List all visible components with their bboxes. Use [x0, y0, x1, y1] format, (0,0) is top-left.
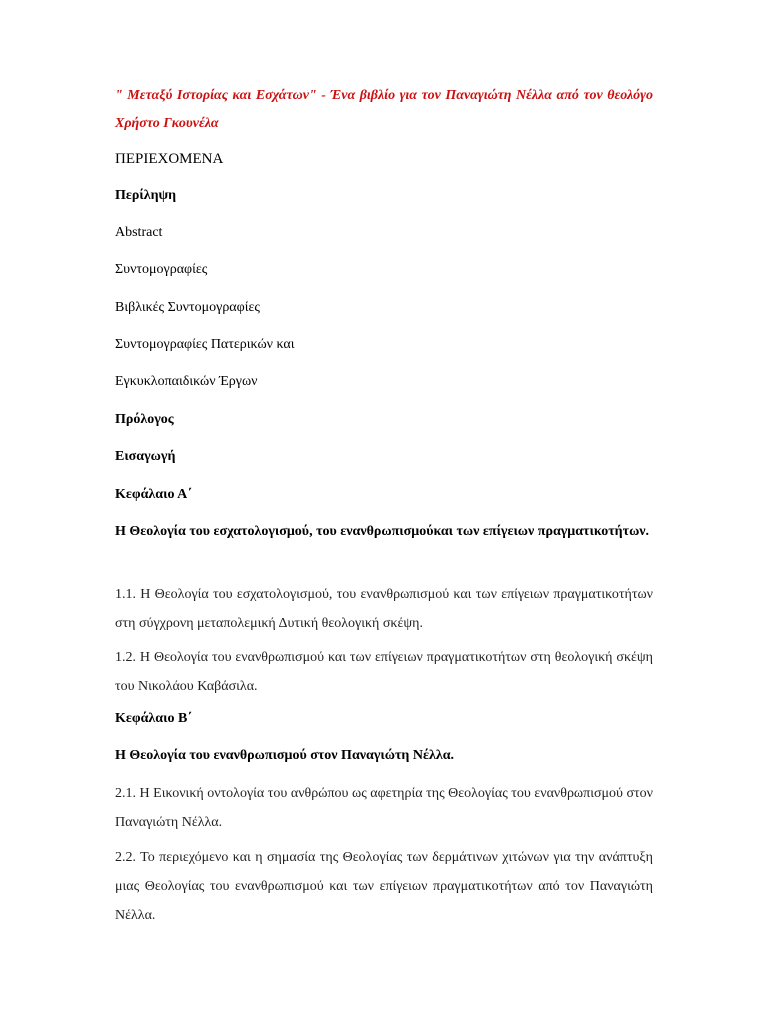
- toc-item-encyclopedic-works: Εγκυκλοπαιδικών Έργων: [115, 374, 258, 389]
- toc-item-abbreviations: Συντομογραφίες: [115, 262, 208, 277]
- toc-item-chapter-a-title: Η Θεολογία του εσχατολογισμού, του ενανθρωπισμούκαι των επίγειων πραγματικοτήτων.: [115, 524, 650, 539]
- toc-item-summary: Περίληψη: [115, 188, 177, 203]
- toc-item-section-2-1: 2.1. Η Εικονική οντολογία του ανθρώπου ως αφετηρία της Θεολογίας του ενανθρωπισμού στον Παναγιώτη Νέλλα.: [115, 786, 653, 830]
- toc-item-section-2-2: 2.2. Το περιεχόμενο και η σημασία της Θεολογίας των δερμάτινων χιτώνων για την ανάπτυξη μιας Θεολογίας του ενανθρωπισμού και των επίγειων πραγματικοτήτων από τον Παναγιώτη Νέλλα.: [115, 850, 653, 923]
- toc-item-prologue: Πρόλογος: [115, 412, 174, 427]
- toc-item-chapter-b-title: Η Θεολογία του ενανθρωπισμού στον Παναγιώτη Νέλλα.: [115, 748, 455, 763]
- toc-item-abstract: Abstract: [115, 225, 163, 240]
- toc-item-biblical-abbreviations: Βιβλικές Συντομογραφίες: [115, 300, 260, 315]
- toc-item-section-1-1: 1.1. Η Θεολογία του εσχατολογισμού, του ενανθρωπισμού και των επίγειων πραγματικοτήτων στη σύγχρονη μεταπολεμική Δυτική θεολογική σκέψη.: [115, 587, 653, 631]
- toc-item-section-1-2: 1.2. Η Θεολογία του ενανθρωπισμού και των επίγειων πραγματικοτήτων στη θεολογική σκέψη του Νικολάου Καβάσιλα.: [115, 650, 653, 694]
- toc-item-introduction: Εισαγωγή: [115, 449, 176, 464]
- toc-heading: ΠΕΡΙΕΧΟΜΕΝΑ: [115, 151, 224, 167]
- toc-item-chapter-b: Κεφάλαιο Β΄: [115, 711, 192, 726]
- toc-item-chapter-a: Κεφάλαιο Α΄: [115, 487, 192, 502]
- toc-item-patristic-abbreviations: Συντομογραφίες Πατερικών και: [115, 337, 295, 352]
- document-title: " Μεταξύ Ιστορίας και Εσχάτων" - Ένα βιβλίο για τον Παναγιώτη Νέλλα από τον θεολόγο Χρήστο Γκουνέλα: [115, 88, 653, 131]
